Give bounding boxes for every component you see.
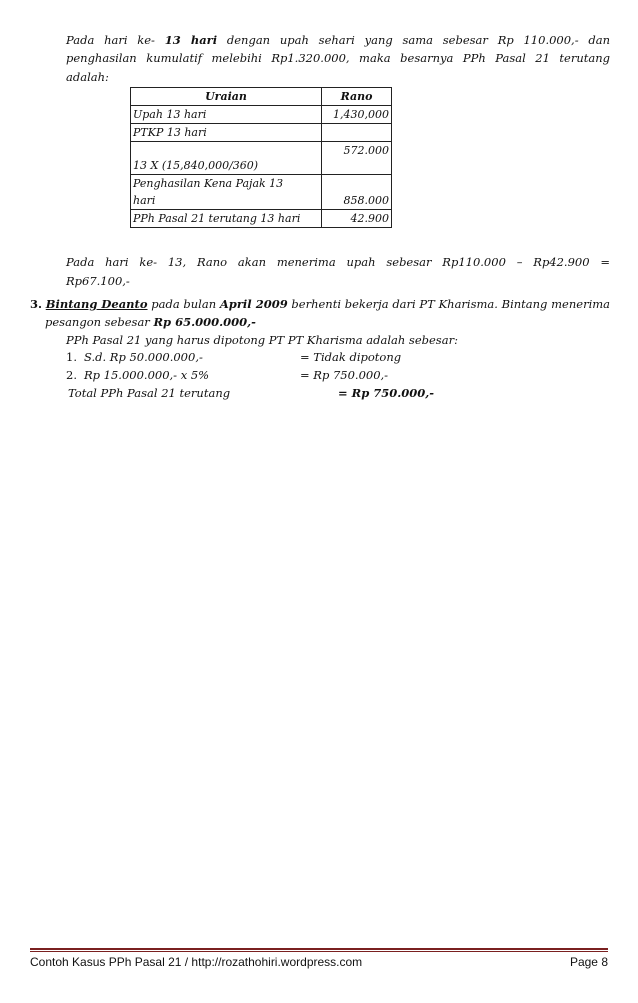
footer-divider-thin: [30, 951, 608, 952]
intro-line-2: penghasilan kumulatif melebihi Rp1.320.000, maka besarnya PPh Pasal 21 terutang: [66, 51, 610, 65]
case3-total: Total PPh Pasal 21 terutang = Rp 750.000,-: [68, 383, 612, 403]
case3-line-1: 3. Bintang Deanto pada bulan April 2009 berhenti bekerja dari PT Kharisma. Bintang menerima: [30, 297, 611, 311]
case3-item-2: 2. Rp 15.000.000,- x 5% = Rp 750.000,-: [66, 368, 389, 382]
table-header-row: [131, 88, 392, 106]
page-number: Page 8: [569, 955, 608, 969]
intro-days: 13 hari: [164, 33, 218, 47]
case3-item-1: 1. S.d. Rp 50.000.000,- = Tidak dipotong: [66, 350, 402, 364]
intro-line-3: adalah:: [66, 70, 109, 84]
case3-line-3: PPh Pasal 21 yang harus dipotong PT PT Kharisma adalah sebesar:: [66, 333, 458, 347]
footer-divider: [30, 948, 608, 950]
case3-name: Bintang Deanto: [45, 297, 148, 311]
table-row: 13 X (15,840,000/360) 572.000: [131, 142, 392, 175]
table-row: Penghasilan Kena Pajak 13 hari 858.000: [131, 175, 392, 210]
summary-line-1: Pada hari ke- 13, Rano akan menerima upah sebesar Rp110.000 – Rp42.900 =: [66, 255, 610, 269]
case3-amount: Rp 65.000.000,-: [153, 315, 256, 329]
table-row: Upah 13 hari 1,430,000: [131, 106, 392, 124]
header-uraian: Uraian: [131, 88, 322, 106]
footer-source: Contoh Kasus PPh Pasal 21 / http://rozathohiri.wordpress.com: [30, 955, 363, 969]
intro-line-1: Pada hari ke- 13 hari dengan upah sehari yang sama sebesar Rp 110.000,- dan: [66, 33, 610, 47]
summary-line-2: Rp67.100,-: [66, 274, 130, 288]
page-footer: [30, 955, 608, 969]
case3-line-2: pesangon sebesar Rp 65.000.000,-: [45, 315, 256, 329]
header-rano: Rano: [322, 88, 392, 106]
case3-total-value: = Rp 750.000,-: [338, 386, 435, 400]
case3-month: April 2009: [219, 297, 288, 311]
calculation-table: [130, 87, 392, 228]
table-row: PPh Pasal 21 terutang 13 hari 42.900: [131, 210, 392, 228]
table-row: PTKP 13 hari: [131, 124, 392, 142]
